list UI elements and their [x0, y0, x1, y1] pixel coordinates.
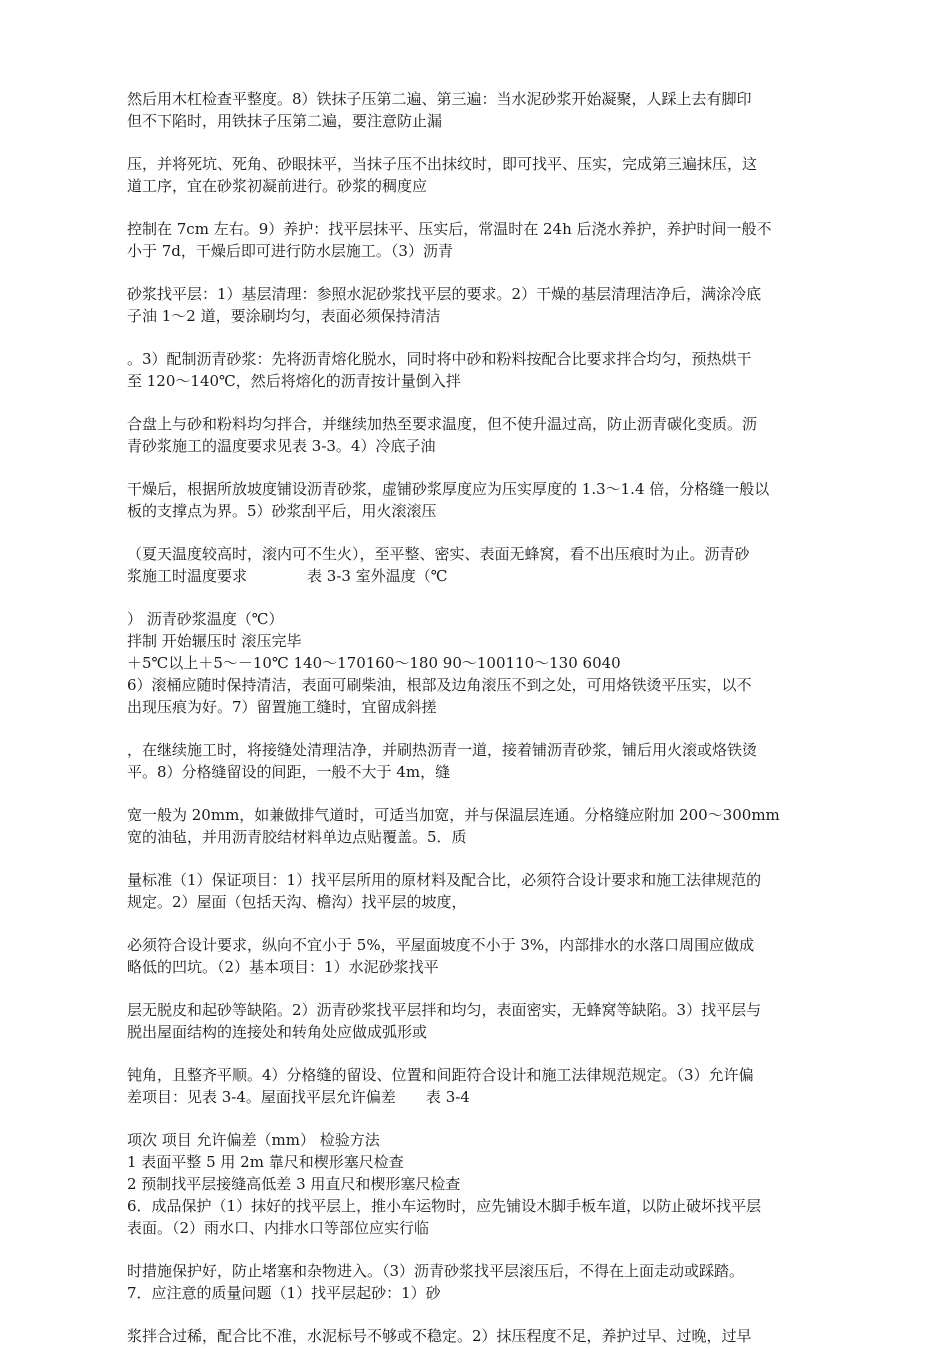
- table-3-4-text: [127, 1129, 839, 1239]
- text-line: 必须符合设计要求，纵向不宜小于 5%，平屋面坡度不小于 3%，内部排水的水落口周围应做成: [127, 936, 755, 954]
- text-line: 压，并将死坑、死角、砂眼抹平，当抹子压不出抹纹时，即可找平、压实，完成第三遍抹压，这: [127, 155, 758, 173]
- text-line: 宽一般为 20mm，如兼做排气道时，可适当加宽，并与保温层连通。分格缝应附加 200～300mm: [127, 806, 780, 824]
- paragraph: [127, 478, 839, 522]
- text-line: 6．成品保护（1）抹好的找平层上，推小车运物时，应先铺设木脚手板车道，以防止破坏找平层: [127, 1197, 762, 1215]
- text-line: 小于 7d，干燥后即可进行防水层施工。（3）沥青: [127, 242, 453, 260]
- text-line: 平。8）分格缝留设的间距，一般不大于 4m，缝: [127, 763, 451, 781]
- text-line: 合盘上与砂和粉料均匀拌合，并继续加热至要求温度，但不使升温过高，防止沥青碳化变质。沥: [127, 415, 758, 433]
- text-line: 至 120～140℃，然后将熔化的沥青按计量倒入拌: [127, 372, 461, 390]
- paragraph: [127, 804, 839, 848]
- text-line: 子油 1～2 道，要涂刷均匀，表面必须保持清洁: [127, 307, 441, 325]
- table-line: 拌制 开始辗压时 滚压完毕: [127, 632, 302, 650]
- paragraph: [127, 348, 839, 392]
- text-line: 砂浆找平层：1）基层清理：参照水泥砂浆找平层的要求。2）干燥的基层清理洁净后，满涂冷底: [127, 285, 762, 303]
- paragraph: [127, 1260, 839, 1304]
- text-line: ，在继续施工时，将接缝处清理洁净，并刷热沥青一道，接着铺沥青砂浆，铺后用火滚或烙铁烫: [127, 741, 758, 759]
- paragraph: [127, 283, 839, 327]
- text-line: 干燥后，根据所放坡度铺设沥青砂浆，虚铺砂浆厚度应为压实厚度的 1.3～1.4 倍，分格缝一般以: [127, 480, 770, 498]
- text-line: 时措施保护好，防止堵塞和杂物进入。（3）沥青砂浆找平层滚压后，不得在上面走动或踩踏。: [127, 1262, 745, 1280]
- text-line: 青砂浆施工的温度要求见表 3-3。4）冷底子油: [127, 437, 436, 455]
- text-line: 但不下陷时，用铁抹子压第二遍，要注意防止漏: [127, 112, 443, 130]
- document-page: [127, 88, 839, 1368]
- text-line: 脱出屋面结构的连接处和转角处应做成弧形或: [127, 1023, 428, 1041]
- text-line: 出现压痕为好。7）留置施工缝时，宜留成斜搓: [127, 698, 437, 716]
- text-line: 6）滚桶应随时保持清洁，表面可刷柴油，根部及边角滚压不到之处，可用烙铁烫平压实，以不: [127, 676, 752, 694]
- text-line: 表面。（2）雨水口、内排水口等部位应实行临: [127, 1219, 430, 1237]
- paragraph: [127, 88, 839, 132]
- paragraph: [127, 218, 839, 262]
- table-line: 1 表面平整 5 用 2m 靠尺和楔形塞尺检查: [127, 1153, 404, 1171]
- text-line: 浆拌合过稀，配合比不准，水泥标号不够或不稳定。2）抹压程度不足，养护过早、过晚，过早: [127, 1327, 752, 1345]
- paragraph: [127, 674, 839, 718]
- text-line: 量标准（1）保证项目：1）找平层所用的原材料及配合比，必须符合设计要求和施工法律规范的: [127, 871, 762, 889]
- paragraph: [127, 869, 839, 913]
- text-line: 规定。2）屋面（包括天沟、檐沟）找平层的坡度，: [127, 893, 467, 911]
- text-line: 道工序，宜在砂浆初凝前进行。砂浆的稠度应: [127, 177, 428, 195]
- text-line: 控制在 7cm 左右。9）养护：找平层抹平、压实后，常温时在 24h 后浇水养护，养护时间一般不: [127, 220, 772, 238]
- paragraph: [127, 153, 839, 197]
- paragraph: [127, 543, 839, 587]
- table-line: 项次 项目 允许偏差（mm） 检验方法: [127, 1131, 380, 1149]
- text-line: 差项目：见表 3-4。屋面找平层允许偏差 表 3-4: [127, 1088, 470, 1106]
- table-line: 2 预制找平层接缝高低差 3 用直尺和楔形塞尺检查: [127, 1175, 461, 1193]
- paragraph: [127, 999, 839, 1043]
- text-line: 层无脱皮和起砂等缺陷。2）沥青砂浆找平层拌和均匀，表面密实，无蜂窝等缺陷。3）找平层与: [127, 1001, 762, 1019]
- text-line: 宽的油毡，并用沥青胶结材料单边点贴覆盖。5．质: [127, 828, 467, 846]
- paragraph: [127, 413, 839, 457]
- text-line: 。3）配制沥青砂浆：先将沥青熔化脱水，同时将中砂和粉料按配合比要求拌合均匀，预热烘干: [127, 350, 752, 368]
- paragraph: [127, 1064, 839, 1108]
- table-line: ＋5℃以上＋5～－10℃ 140～170160～180 90～100110～130 6040: [127, 654, 621, 672]
- text-line: 略低的凹坑。（2）基本项目：1）水泥砂浆找平: [127, 958, 439, 976]
- text-line: （夏天温度较高时，滚内可不生火），至平整、密实、表面无蜂窝，看不出压痕时为止。沥青砂: [127, 545, 750, 563]
- table-line: ） 沥青砂浆温度（℃）: [127, 610, 284, 628]
- text-line: 7．应注意的质量问题（1）找平层起砂：1）砂: [127, 1284, 441, 1302]
- paragraph: [127, 739, 839, 783]
- text-line: 钝角，且整齐平顺。4）分格缝的留设、位置和间距符合设计和施工法律规范规定。（3）允许偏: [127, 1066, 754, 1084]
- text-line: 浆施工时温度要求 表 3-3 室外温度（℃: [127, 567, 448, 585]
- text-line: 然后用木杠检查平整度。8）铁抹子压第二遍、第三遍：当水泥砂浆开始凝聚，人踩上去有脚印: [127, 90, 752, 108]
- table-3-3-text: [127, 608, 839, 674]
- text-line: 板的支撑点为界。5）砂浆刮平后，用火滚滚压: [127, 502, 437, 520]
- paragraph: [127, 934, 839, 978]
